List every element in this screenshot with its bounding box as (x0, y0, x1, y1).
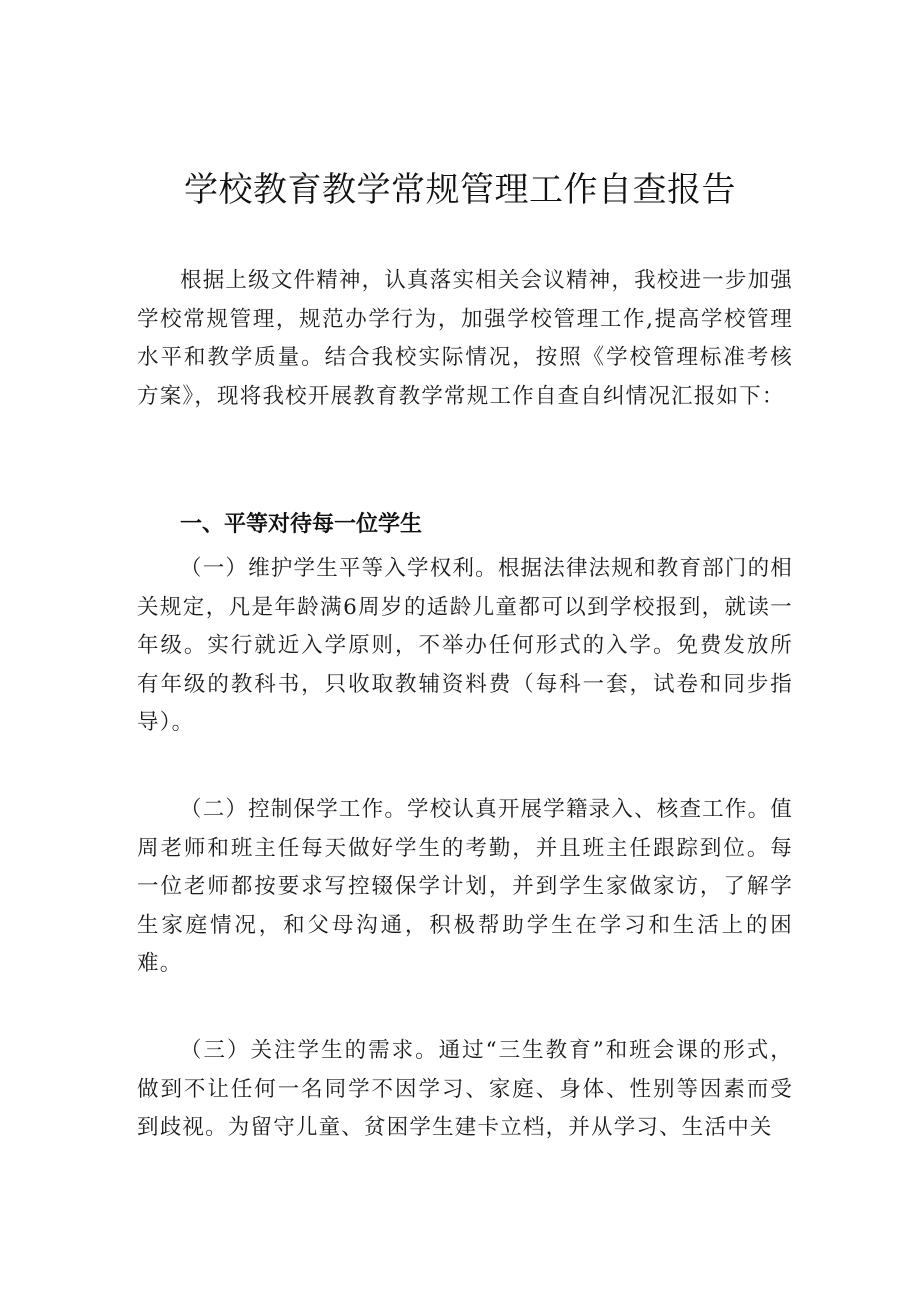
section-heading: 一、平等对待每一位学生 (180, 512, 423, 537)
intro-paragraph: 根据上级文件精神，认真落实相关会议精神，我校进一步加强学校常规管理，规范办学行为，加强学校管理工作,提高学校管理水平和教学质量。结合我校实际情况，按照《学校管理标准考核方案》，现将我校开展教育教学常规工作自查自纠情况汇报如下： (137, 268, 793, 409)
document-title: 学校教育教学常规管理工作自查报告 (184, 170, 736, 210)
paragraph-admission-rights: （一）维护学生平等入学权利。根据法律法规和教育部门的相关规定，凡是年龄满6周岁的适龄儿童都可以到学校报到，就读一年级。实行就近入学原则，不举办任何形式的入学。免费发放所有年级的教科书，只收取教辅资料费（每科一套，试卷和同步指导）。 (137, 556, 793, 736)
paragraph-attendance-control: （二）控制保学工作。学校认真开展学籍录入、核查工作。值周老师和班主任每天做好学生的考勤，并且班主任跟踪到位。每一位老师都按要求写控辍保学计划，并到学生家做家访，了解学生家庭情况，和父母沟通，积极帮助学生在学习和生活上的困难。 (137, 797, 793, 977)
paragraph-student-needs: （三）关注学生的需求。通过“三生教育”和班会课的形式，做到不让任何一名同学不因学习、家庭、身体、性别等因素而受到歧视。为留守儿童、贫困学生建卡立档，并从学习、生活中关 (137, 1038, 793, 1141)
